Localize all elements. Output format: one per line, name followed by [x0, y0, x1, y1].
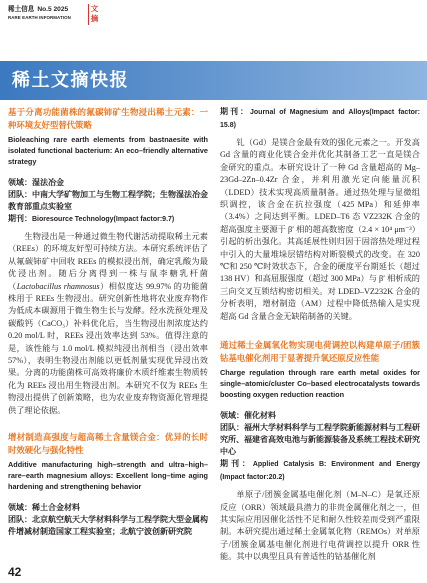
article-3-field	[220, 410, 420, 422]
article-1-title-en: Bioleaching rare earth elements from bastnaesite with isolated functional bacterium: An eco–friendly alternative strategy	[8, 135, 208, 166]
article-1-abstract-part-1: 生物浸出是一种通过微生物代谢活动提取稀土元素（REEs）的环境友好型可持续方法。本研究系统评估了从氟碳铈矿中回收 REEs 的模拟浸出剂，确定乳酸为最优浸出剂。随后分离得到一株与鼠李糖乳杆菌（	[8, 232, 208, 291]
magazine-english-name: RARE EARTH INFORMATION	[8, 15, 71, 20]
article-1	[8, 106, 208, 417]
issue-number: No.5 2025	[37, 6, 69, 13]
field-label: 领域：	[8, 178, 32, 187]
article-3-abstract: 单原子/团簇金属基电催化剂（M–N–C）是氧还原反应（ORR）领域最具潜力的非贵金属催化剂之一，但其实际应用因催化活性不足和耐久性较差而受到严重限制。本研究提出通过稀土金属氧化物（REMOs）对单原子/团簇金属基电催化剂进行电荷调控以提升 ORR 性能。其中以典型且具有普适性的钴基催化剂	[220, 490, 420, 562]
article-1-team	[8, 189, 208, 213]
team-label: 团队：	[220, 423, 244, 433]
article-3-field-value: 催化材料	[244, 411, 276, 421]
left-column	[8, 106, 208, 561]
team-label: 团队：	[8, 190, 32, 199]
journal-label: 期刊：	[8, 214, 32, 223]
section-tag-top: 文	[90, 4, 99, 13]
article-1-journal-value: Bioresource Technology(Impact factor:9.7)	[32, 216, 175, 223]
article-2-title-cn: 增材制造高强度与超高稀土含量镁合金：优异的长时时效硬化与强化特性	[8, 432, 208, 455]
article-3-team	[220, 422, 420, 458]
article-3-title-en: Charge regulation through rare earth metal oxides for single–atomic/cluster Co–based electrocatalysts towards boosting oxygen reduction reaction	[220, 368, 420, 400]
magazine-name: 稀土信息	[8, 6, 35, 13]
journal-label: 期刊：	[220, 107, 250, 116]
article-2-continued	[220, 106, 420, 323]
article-1-abstract	[8, 231, 208, 417]
article-3-journal	[220, 458, 420, 484]
magazine-title-line	[8, 6, 68, 14]
article-2-journal-value: Journal of Magnesium and Alloys(Impact factor: 15.8)	[220, 109, 420, 129]
article-1-field-value: 湿法冶金	[32, 178, 64, 187]
article-1-abstract-part-2: ）相似度达 99.97% 的功能菌株用于 REEs 生物浸出。研究创新性地将农业废弃物作为低成本碳源用于微生物生长与发酵。经水洗预处理及碳酸钙（CaCO₃）补料优化后，当生物浸出剂浓度达约 0.20 mol/L 时，REEs 浸出效率达到 53%。值得注意的是，该性能与 1.0 mol/L 模拟纯浸出剂相当（浸出效率 57%），表明生物浸出剂能以更低剂量实现优异浸出效果。分离的功能菌株可高效将廉价木质纤维素生物质转化为 REEs 浸出用生物浸出剂。本研究不仅为 REEs 生物浸出提供了创新策略，也为农业废弃物资源化管理提供了理论依据。	[8, 281, 208, 415]
article-2-abstract: 钆（Gd）是镁合金最有效的强化元素之一。开发高 Gd 含量的商业化镁合金并优化其制备工艺一直是镁合金研究的重点。本研究设计了一种 Gd 含量超高的 Mg–23Gd–2Zn–0.4Zr 合金，并利用激光定向能量沉积（LDED）技术实现高质量制备。通过热处理与显微组织调控，该合金在抗拉强度（425 MPa）和延伸率（3.4%）之间达到平衡。LDED–T6 态 VZ232K 合金的超高强度主要源于 β′ 相的超高数密度（2.4 × 10⁴ μm⁻³）引起的析出强化。其高延展性则归因于固溶热处理过程中引入的大量堆垛层错结构对断裂模式的改变。在 320 ℃和 250 ℃时效状态下，合金的硬度平台期延长（超过 138 HV）和高屈服强度（超过 300 MPa）与 β′ 相析成的三向交叉互锁结构密切相关。对 LDED–VZ232K 合金的分析表明，增材制造（AM）过程中降低热输入是实现超高 Gd 含量合金无缺陷制备的关键。	[220, 138, 420, 321]
article-2-field	[8, 502, 208, 514]
section-banner	[0, 61, 427, 100]
article-1-abstract-species: Lactobacillus rhamnosus	[16, 281, 100, 291]
article-1-team-value: 中南大学矿物加工与生物工程学院；生物湿法冶金教育部重点实验室	[8, 190, 208, 211]
right-column	[220, 106, 420, 576]
article-2-team-value: 北京航空航天大学材料科学与工程学院大型金属构件增减材制造国家工程实验室；北航宁波创新研究院	[8, 515, 208, 537]
journal-label: 期刊：	[220, 459, 253, 469]
team-label: 团队：	[8, 515, 32, 525]
article-2-title-en: Additive manufacturing high–strength and ultra–high–rare–earth magnesium alloys: Excellent long–time aging hardening and strengthening behavior	[8, 460, 208, 492]
article-2-field-value: 稀土合金材料	[32, 503, 80, 513]
banner-title: 稀土文摘快报	[12, 70, 129, 90]
running-header	[8, 4, 118, 28]
article-1-field	[8, 177, 208, 189]
article-3-team-value: 福州大学材料科学与工程学院新能源材料与工程研究所、福建省高效电池与新能源装备及系统工程技术研究中心	[220, 423, 420, 457]
article-2-journal	[220, 106, 420, 132]
article-3	[220, 339, 420, 563]
section-tag-bottom: 摘	[90, 14, 99, 23]
article-2-heading	[8, 431, 208, 538]
article-1-journal	[8, 213, 208, 226]
article-2-team	[8, 514, 208, 538]
field-label: 领域：	[220, 411, 244, 421]
article-1-title-cn: 基于分离功能菌株的氟碳铈矿生物浸出稀土元素：一种环境友好型替代策略	[8, 107, 208, 130]
article-3-journal-value: Applied Catalysis B: Environment and Energy (Impact factor:20.2)	[220, 461, 420, 482]
article-3-title-cn: 通过稀土金属氧化物实现电荷调控以构建单原子/团簇钴基电催化剂用于显著提升氧还原反应性能	[220, 340, 420, 363]
field-label: 领域：	[8, 503, 32, 513]
page-number: 42	[8, 565, 22, 579]
section-tag	[88, 4, 100, 25]
